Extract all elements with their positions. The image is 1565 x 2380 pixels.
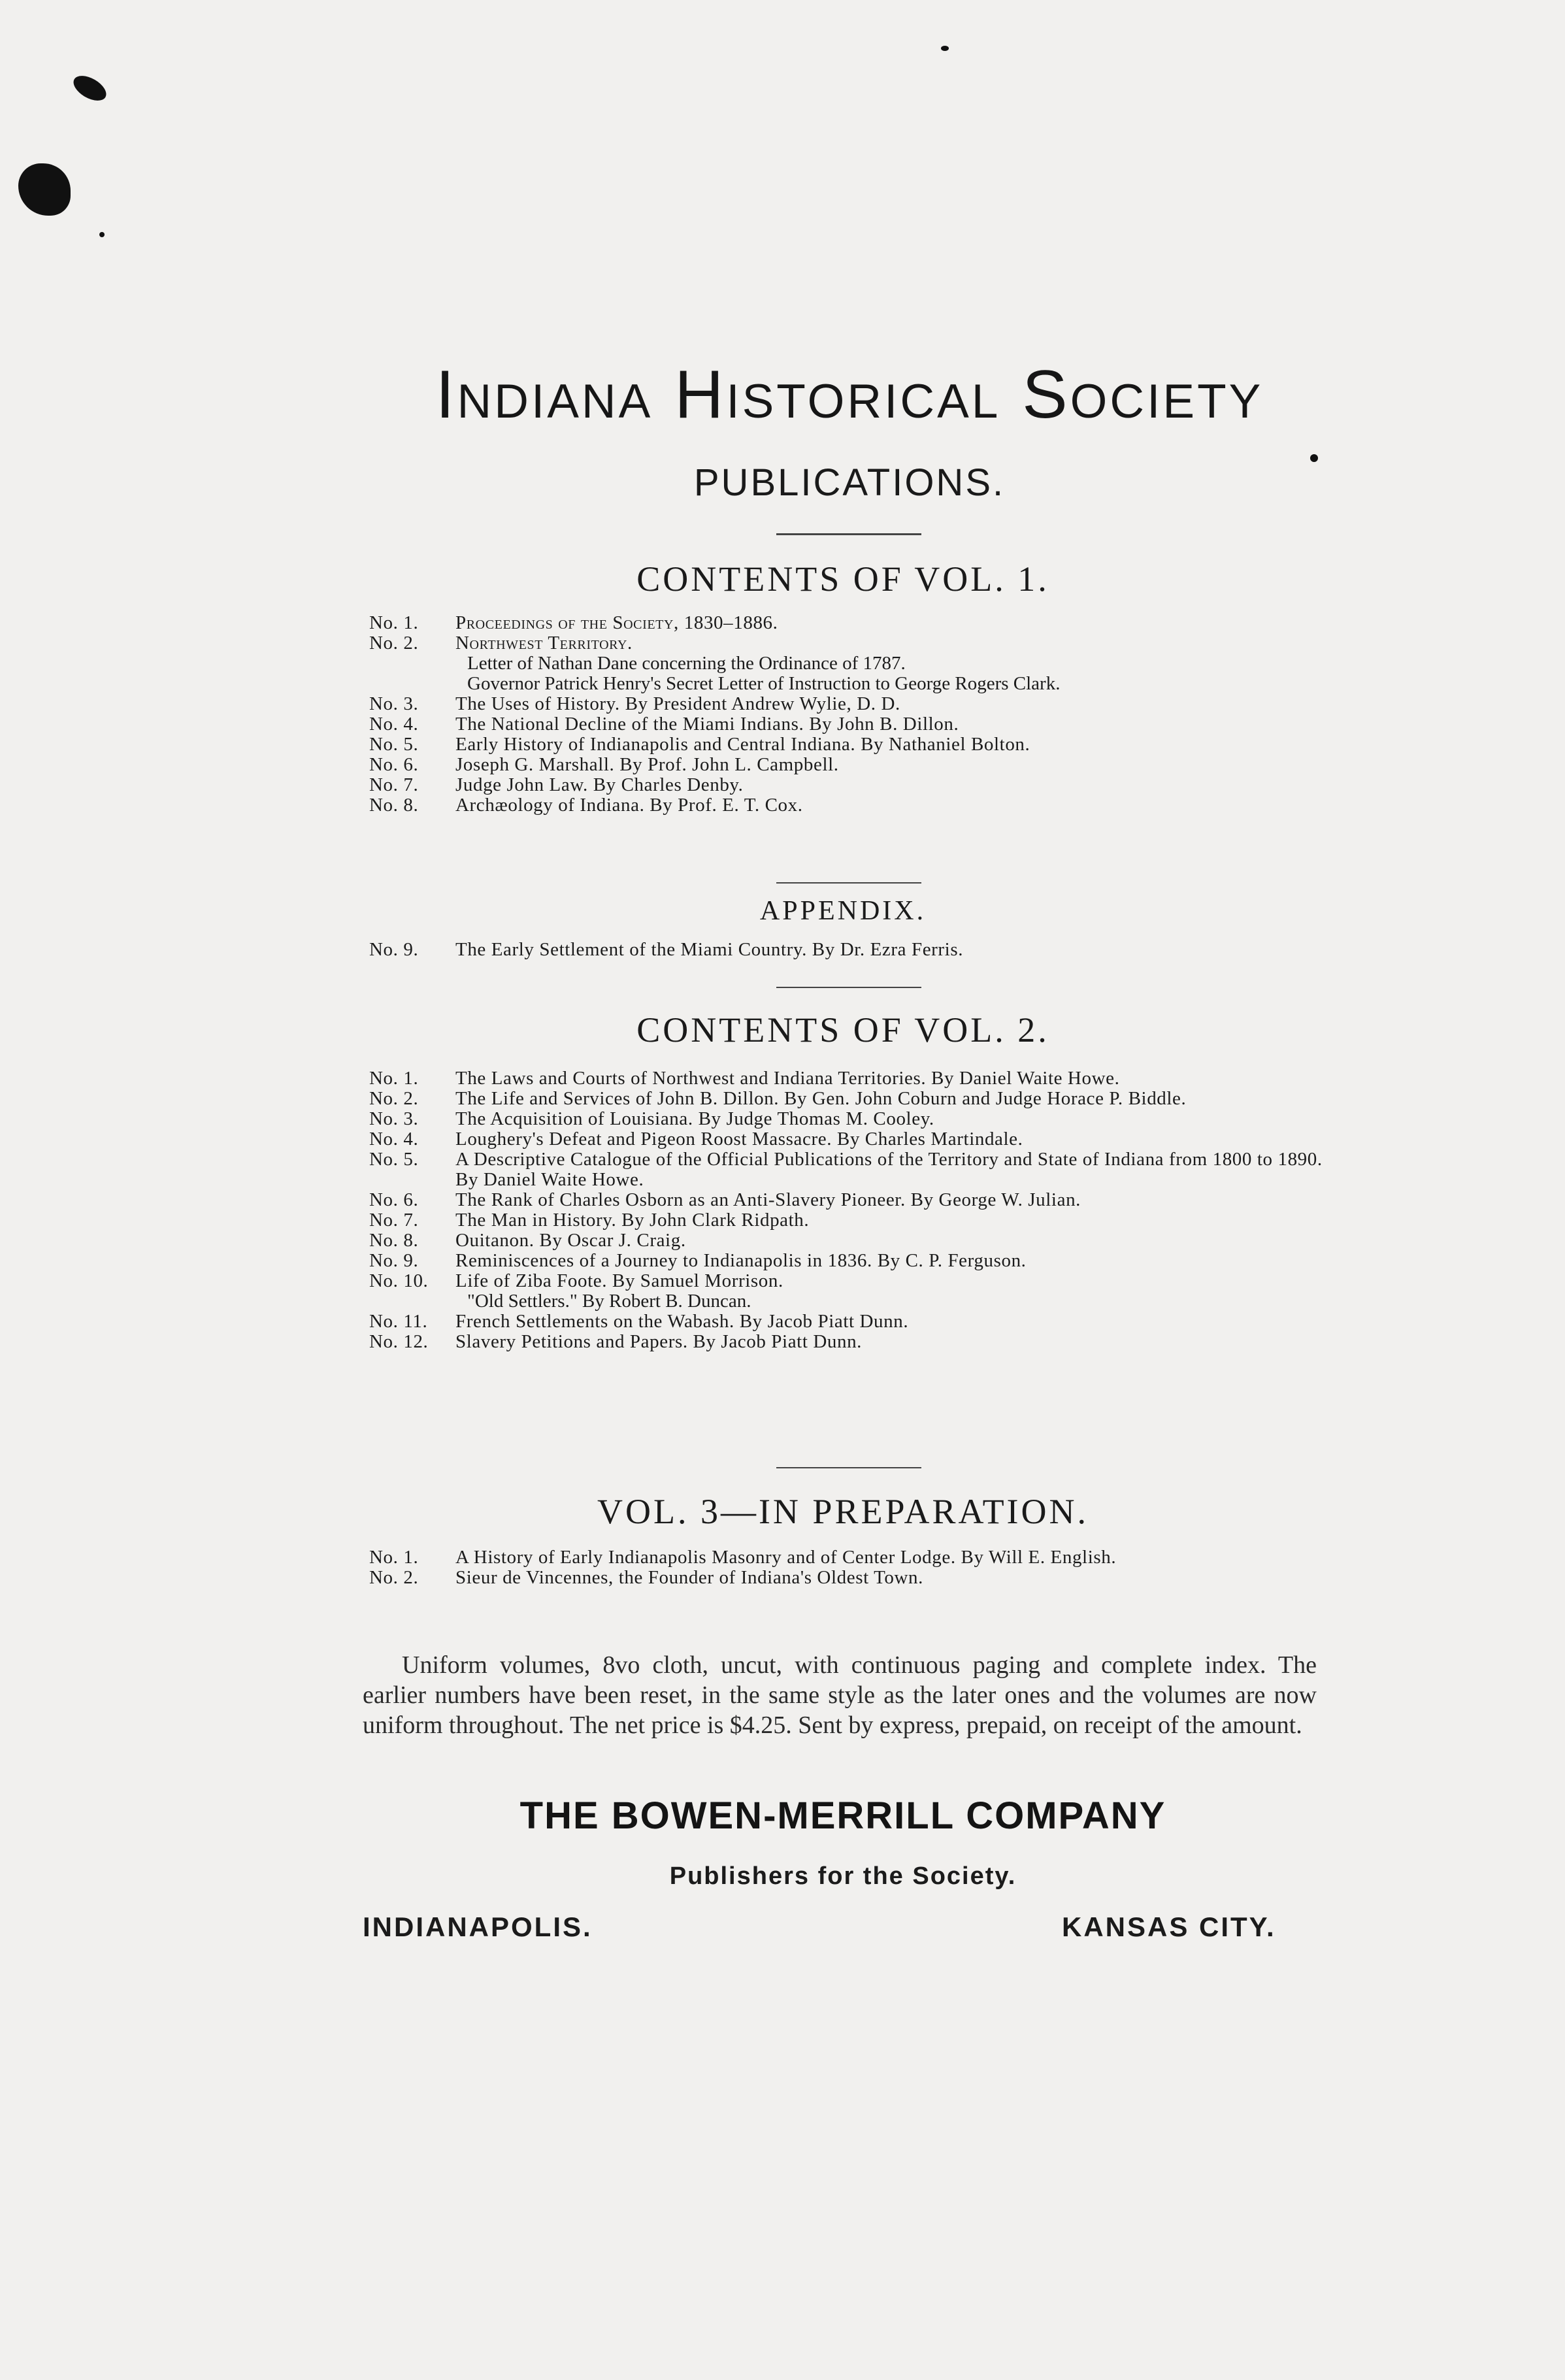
- entry-title: The Man in History. By John Clark Ridpath.: [455, 1210, 810, 1231]
- entry-number: No. 1.: [369, 612, 419, 633]
- toc-entry: [369, 1149, 1323, 1190]
- entry-number: No. 8.: [369, 1230, 419, 1251]
- ink-speck: [99, 232, 105, 237]
- toc-subentry: Governor Patrick Henry's Secret Letter of Instruction to George Rogers Clark.: [467, 673, 1061, 694]
- toc-entry: [369, 1312, 1323, 1332]
- entry-title: Life of Ziba Foote. By Samuel Morrison.: [455, 1270, 783, 1291]
- divider: [776, 987, 921, 988]
- entry-title: The Life and Services of John B. Dillon. By Gen. John Coburn and Judge Horace P. Biddle.: [455, 1088, 1187, 1109]
- toc-entry: [369, 1190, 1323, 1210]
- pricing-note: Uniform volumes, 8vo cloth, uncut, with continuous paging and complete index. The earlier numbers have been reset, in the same style as the later ones and the volumes are now uniform throughout. The net price is $4.25. Sent by express, prepaid, on receipt of the amount.: [363, 1651, 1317, 1739]
- entry-number: No. 9.: [369, 939, 419, 960]
- entry-number: No. 9.: [369, 1250, 419, 1271]
- page-subtitle: PUBLICATIONS.: [693, 461, 1006, 504]
- entry-number: No. 2.: [369, 1567, 419, 1588]
- toc-entry: [369, 1210, 1323, 1231]
- entry-title: Loughery's Defeat and Pigeon Roost Massacre. By Charles Martindale.: [455, 1129, 1023, 1149]
- toc-entry: [369, 735, 1323, 755]
- vol2-heading: CONTENTS OF VOL. 2.: [636, 1010, 1049, 1050]
- entry-number: No. 3.: [369, 693, 419, 714]
- entry-number: No. 11.: [369, 1311, 428, 1332]
- toc-entry: [369, 1568, 1323, 1588]
- entry-number: No. 10.: [369, 1270, 429, 1291]
- vol3-contents: [369, 1547, 1323, 1588]
- publisher-name: THE BOWEN-MERRILL COMPANY: [519, 1794, 1166, 1837]
- divider: [776, 533, 921, 535]
- vol2-contents: [369, 1068, 1323, 1352]
- entry-title: Early History of Indianapolis and Central Indiana. By Nathaniel Bolton.: [455, 734, 1030, 755]
- entry-number: No. 12.: [369, 1331, 429, 1352]
- entry-title: The Acquisition of Louisiana. By Judge Thomas M. Cooley.: [455, 1108, 934, 1129]
- toc-entry: [369, 633, 1323, 653]
- entry-number: No. 4.: [369, 1129, 419, 1149]
- toc-entry: [369, 1332, 1323, 1352]
- divider: [776, 882, 921, 884]
- publisher-subtitle: Publishers for the Society.: [669, 1862, 1017, 1890]
- ink-speck: [941, 46, 949, 51]
- toc-entry: [369, 1068, 1323, 1089]
- city-left: INDIANAPOLIS.: [363, 1911, 593, 1942]
- entry-title: Proceedings of the Society, 1830–1886.: [455, 612, 778, 633]
- entry-title: The Early Settlement of the Miami Country. By Dr. Ezra Ferris.: [455, 939, 964, 960]
- entry-number: No. 5.: [369, 1149, 419, 1170]
- toc-entry: [369, 940, 1323, 960]
- entry-number: No. 6.: [369, 754, 419, 775]
- entry-title: The Uses of History. By President Andrew Wylie, D. D.: [455, 693, 900, 714]
- entry-title: Ouitanon. By Oscar J. Craig.: [455, 1230, 686, 1251]
- entry-number: No. 5.: [369, 734, 419, 755]
- entry-number: No. 8.: [369, 795, 419, 816]
- ink-blot: [18, 163, 71, 216]
- toc-entry: [369, 755, 1323, 775]
- toc-entry: [369, 694, 1323, 714]
- toc-entry: [369, 1251, 1323, 1271]
- vol1-heading: CONTENTS OF VOL. 1.: [636, 559, 1049, 599]
- entry-number: No. 2.: [369, 1088, 419, 1109]
- entry-title: The Rank of Charles Osborn as an Anti-Slavery Pioneer. By George W. Julian.: [455, 1189, 1081, 1210]
- entry-title: Judge John Law. By Charles Denby.: [455, 774, 744, 795]
- entry-title: French Settlements on the Wabash. By Jacob Piatt Dunn.: [455, 1311, 909, 1332]
- toc-entry: [369, 775, 1323, 795]
- entry-title: Slavery Petitions and Papers. By Jacob Piatt Dunn.: [455, 1331, 863, 1352]
- vol3-heading: VOL. 3—IN PREPARATION.: [597, 1492, 1089, 1531]
- entry-number: No. 7.: [369, 1210, 419, 1231]
- entry-title: Reminiscences of a Journey to Indianapolis in 1836. By C. P. Ferguson.: [455, 1250, 1027, 1271]
- toc-subentry: "Old Settlers." By Robert B. Duncan.: [467, 1291, 751, 1312]
- toc-entry: [369, 613, 1323, 633]
- entry-number: No. 4.: [369, 714, 419, 735]
- toc-entry: [369, 1271, 1323, 1291]
- entry-number: No. 7.: [369, 774, 419, 795]
- entry-number: No. 3.: [369, 1108, 419, 1129]
- entry-number: No. 1.: [369, 1547, 419, 1568]
- ink-blot: [69, 71, 110, 105]
- toc-entry: [369, 1109, 1323, 1129]
- entry-title: Archæology of Indiana. By Prof. E. T. Cox.: [455, 795, 803, 816]
- toc-subentry: Letter of Nathan Dane concerning the Ordinance of 1787.: [467, 653, 906, 674]
- divider: [776, 1467, 921, 1468]
- toc-entry: [369, 714, 1323, 735]
- toc-entry: [369, 795, 1323, 816]
- appendix-heading: APPENDIX.: [759, 896, 927, 926]
- entry-title: Joseph G. Marshall. By Prof. John L. Campbell.: [455, 754, 839, 775]
- entry-title: The National Decline of the Miami Indians. By John B. Dillon.: [455, 714, 959, 735]
- toc-entry: [369, 1089, 1323, 1109]
- toc-entry: [369, 1129, 1323, 1149]
- entry-title: Sieur de Vincennes, the Founder of Indiana's Oldest Town.: [455, 1567, 923, 1588]
- toc-entry: [369, 1547, 1323, 1568]
- appendix-contents: [369, 940, 1323, 960]
- entry-title: A Descriptive Catalogue of the Official Publications of the Territory and State of Indiana from 1800 to 1890. By Daniel Waite Howe.: [455, 1149, 1323, 1190]
- toc-entry: [369, 1231, 1323, 1251]
- page-title: Indiana Historical Society: [435, 357, 1264, 433]
- entry-title: The Laws and Courts of Northwest and Indiana Territories. By Daniel Waite Howe.: [455, 1068, 1120, 1089]
- entry-number: No. 1.: [369, 1068, 419, 1089]
- city-right: KANSAS CITY.: [1062, 1911, 1276, 1942]
- entry-title: Northwest Territory.: [455, 633, 633, 653]
- entry-number: No. 2.: [369, 633, 419, 653]
- entry-title: A History of Early Indianapolis Masonry and of Center Lodge. By Will E. English.: [455, 1547, 1117, 1568]
- vol1-contents: [369, 613, 1323, 816]
- entry-number: No. 6.: [369, 1189, 419, 1210]
